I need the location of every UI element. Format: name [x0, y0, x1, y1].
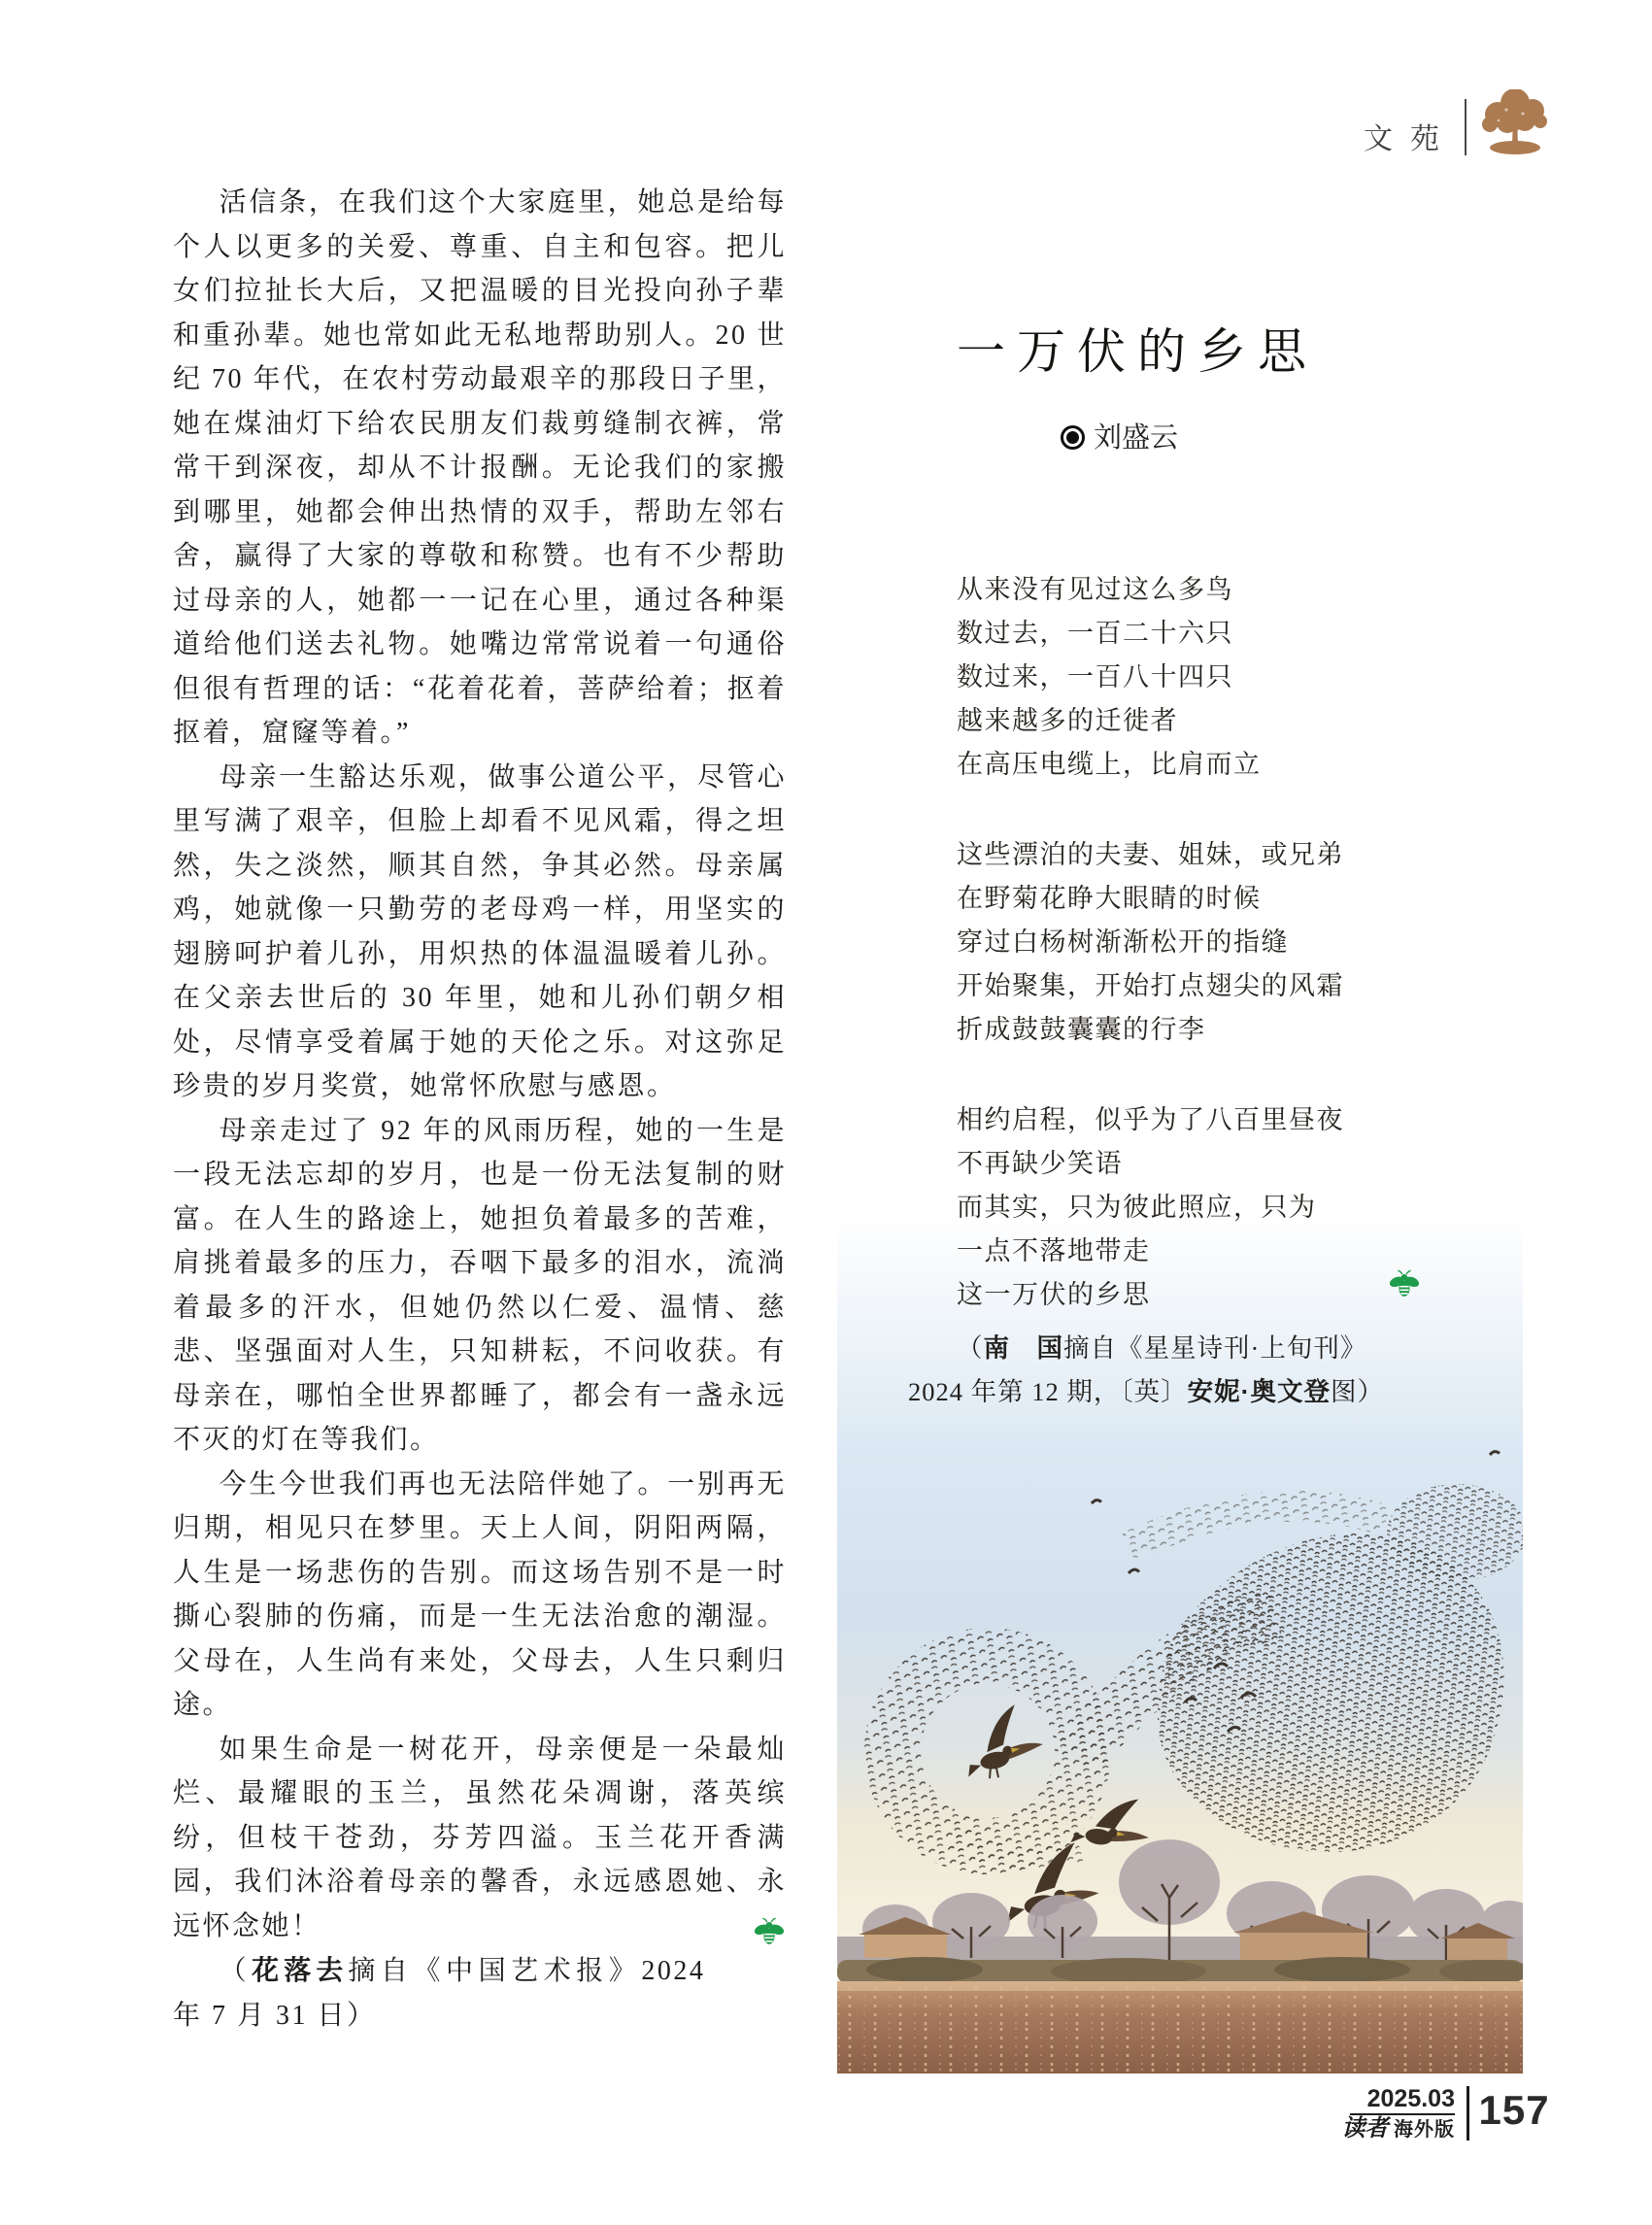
poem-author-name: 刘盛云 — [1094, 422, 1179, 454]
magazine-brand — [1341, 2117, 1455, 2141]
edition-label: 海外版 — [1394, 2119, 1455, 2141]
poem-line: 这一万伏的乡思 — [957, 1280, 1151, 1309]
poem-stanza — [957, 1098, 1428, 1317]
bee-icon — [705, 1916, 787, 1964]
poem-line: 相约启程，似乎为了八百里昼夜 — [957, 1105, 1344, 1134]
poem-line: 越来越多的迁徙者 — [957, 706, 1178, 735]
poem-attribution — [908, 1327, 1537, 1414]
article-paragraphs — [173, 181, 787, 1728]
footer-divider — [1467, 2086, 1469, 2141]
brand-logotype: 读者 — [1341, 2116, 1389, 2141]
section-label: 文苑 — [1364, 123, 1457, 155]
section-header — [1350, 89, 1564, 157]
poem-line: 这些漂泊的夫妻、姐妹，或兄弟 — [957, 840, 1344, 869]
tree-icon — [1472, 89, 1556, 157]
article-closing-paragraph — [173, 1728, 787, 1949]
issue-block — [1341, 2085, 1455, 2141]
poem-line: 穿过白杨树渐渐松开的指缝 — [957, 927, 1289, 957]
page-footer — [1341, 2085, 1550, 2141]
poem-attribution-line1 — [908, 1327, 1537, 1370]
bee-icon — [1387, 1268, 1422, 1315]
poem-line: 从来没有见过这么多鸟 — [957, 575, 1233, 604]
attribution-rest: 摘自《中国艺术报》2024 年 7 月 31 日） — [173, 1956, 706, 2031]
article-column — [173, 181, 787, 2038]
field — [837, 1981, 1523, 2073]
poem-attr-rest: 摘自《星星诗刊·上旬刊》 — [1063, 1333, 1367, 1363]
poem-attr-source: 南 国 — [983, 1333, 1063, 1363]
poem-title: 一万伏的乡思 — [957, 324, 1318, 379]
closing-text: 如果生命是一树花开，母亲便是一朵最灿烂、最耀眼的玉兰，虽然花朵凋谢，落英缤纷，但枝干苍劲，芬芳四溢。玉兰花开香满园，我们沐浴着母亲的馨香，永远感恩她、永远怀念她！ — [173, 1734, 787, 1941]
poem-line: 而其实，只为彼此照应，只为 — [957, 1193, 1317, 1222]
footer-rule — [1350, 2113, 1455, 2115]
poem-line: 在野菊花睁大眼睛的时候 — [957, 884, 1262, 913]
header-divider — [1465, 99, 1467, 155]
poem-attr-prefix: （ — [957, 1333, 984, 1363]
poem-stanza — [957, 833, 1428, 1052]
poem-attr-issue: 2024 年第 12 期，〔英〕 — [908, 1377, 1188, 1406]
poem-line: 数过去，一百二十六只 — [957, 619, 1233, 648]
poem-line: 数过来，一百八十四只 — [957, 662, 1233, 691]
article-attribution — [173, 1948, 787, 2038]
article-paragraph: 今生今世我们再也无法陪伴她了。一别再无归期，相见只在梦里。天上人间，阴阳两隔，人生是一场悲伤的告别。而这场告别不是一时撕心裂肺的伤痛，而是一生无法治愈的潮湿。父母在，人生尚有来处，父母去，人生只剩归途。 — [173, 1468, 787, 1720]
issue-date: 2025.03 — [1366, 2085, 1455, 2112]
poem-attribution-line2 — [908, 1370, 1537, 1414]
poem-author — [1061, 416, 1178, 455]
attribution-prefix: （ — [219, 1956, 253, 1986]
article-paragraph: 母亲一生豁达乐观，做事公道公平，尽管心里写满了艰辛，但脸上却看不见风霜，得之坦然，失之淡然，顺其自然，争其必然。母亲属鸡，她就像一只勤劳的老母鸡一样，用坚实的翅膀呵护着儿孙，用炽热的体温温暖着儿孙。在父亲去世后的 30 年里，她和儿孙们朝夕相处，尽情享受着属于她的天伦之乐。对这弥足珍贵的岁月奖赏，她常怀欣慰与感恩。 — [173, 761, 787, 1101]
page-number: 157 — [1478, 2087, 1550, 2133]
poem-line: 在高压电缆上，比肩而立 — [957, 750, 1262, 779]
poem-line: 不再缺少笑语 — [957, 1149, 1123, 1178]
poem-body — [957, 568, 1428, 1317]
article-paragraph: 活信条，在我们这个大家庭里，她总是给每个人以更多的关爱、尊重、自主和包容。把儿女们拉扯长大后，又把温暖的目光投向孙子辈和重孙辈。她也常如此无私地帮助别人。20 世纪 70 年代，在农村劳动最艰辛的那段日子里，她在煤油灯下给农民朋友们裁剪缝制衣裤，常常干到深夜，却从不计报酬。无论我们的家搬到哪里，她都会伸出热情的双手，帮助左邻右舍，赢得了大家的尊敬和称赞。也有不少帮助过母亲的人，她都一一记在心里，通过各种渠道给他们送去礼物。她嘴边常常说着一句通俗但很有哲理的话：“花着花着，菩萨给着；抠着抠着，窟窿等着。” — [173, 187, 787, 748]
attribution-source: 花落去 — [252, 1955, 349, 1985]
poem-attr-suffix: 图） — [1330, 1377, 1384, 1406]
poem-line: 一点不落地带走 — [957, 1236, 1151, 1265]
poem-stanza — [957, 568, 1428, 787]
poem-line: 折成鼓鼓囊囊的行李 — [957, 1015, 1206, 1044]
poem-attr-illustrator: 安妮·奥文登 — [1187, 1377, 1331, 1406]
author-bullet-icon — [1061, 425, 1085, 450]
poem-line: 开始聚集，开始打点翅尖的风霜 — [957, 971, 1344, 1000]
hedge — [837, 1957, 1523, 1985]
article-paragraph: 母亲走过了 92 年的风雨历程，她的一生是一段无法忘却的岁月，也是一份无法复制的财富。在人生的路途上，她担负着最多的苦难，肩挑着最多的压力，吞咽下最多的泪水，流淌着最多的汗水，但她仍然以仁爱、温情、慈悲、坚强面对人生，只知耕耘，不问收获。有母亲在，哪怕全世界都睡了，都会有一盏永远不灭的灯在等我们。 — [173, 1115, 787, 1455]
